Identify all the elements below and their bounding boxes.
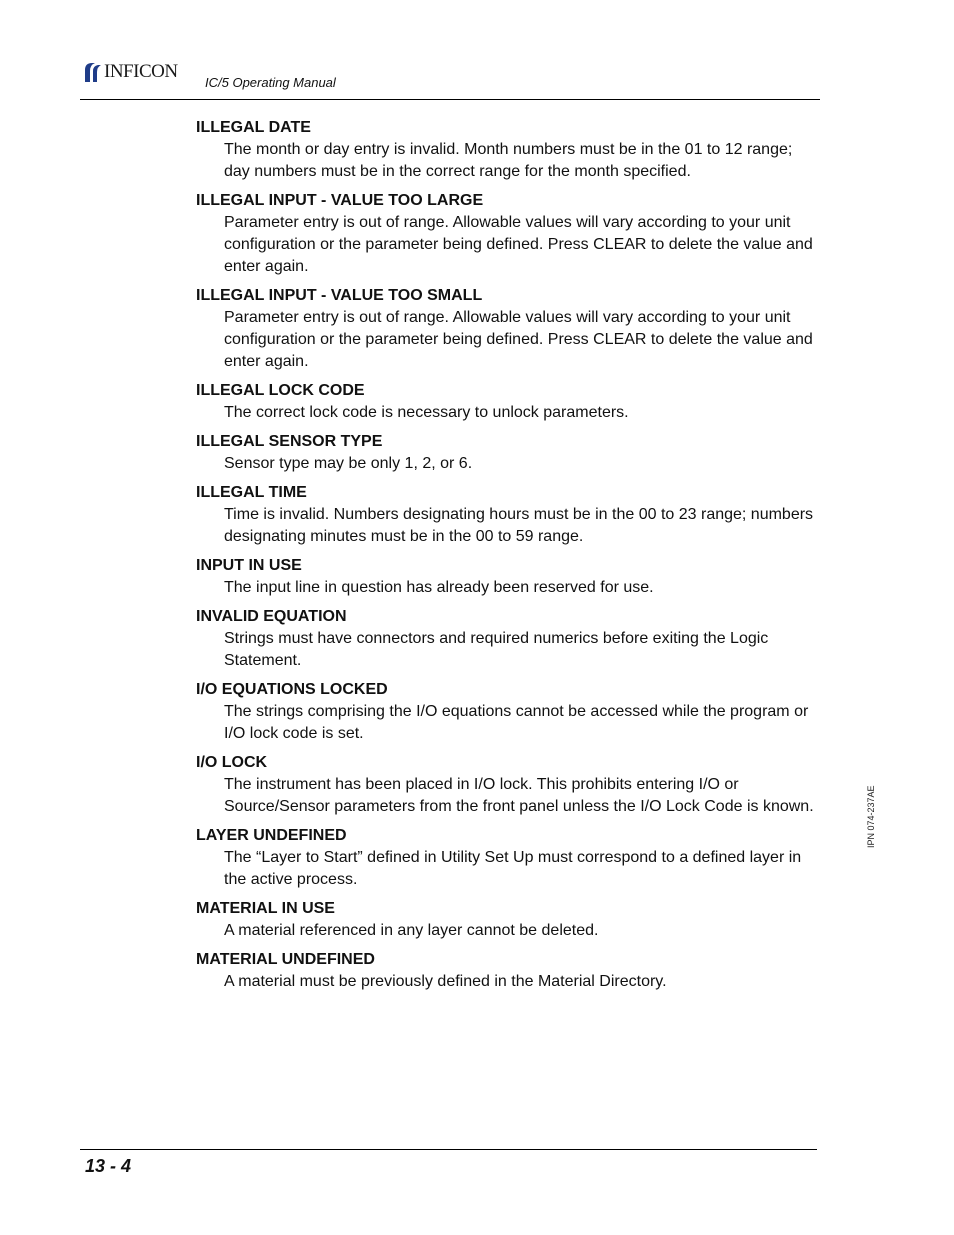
entry-title: ILLEGAL TIME <box>196 484 307 501</box>
entry-illegal-input-too-small <box>196 285 816 373</box>
entry-title: MATERIAL IN USE <box>196 900 335 917</box>
entry-body: The instrument has been placed in I/O lock. This prohibits entering I/O or Source/Sensor parameters from the front panel unless the I/O Lock Code is known. <box>224 776 814 815</box>
entry-io-lock <box>196 752 816 818</box>
entry-body: Time is invalid. Numbers designating hours must be in the 00 to 23 range; numbers designating minutes must be in the 00 to 59 range. <box>224 506 814 545</box>
message-list <box>196 117 816 1000</box>
entry-body: The “Layer to Start” defined in Utility Set Up must correspond to a defined layer in the active process. <box>224 849 802 888</box>
entry-body: The correct lock code is necessary to unlock parameters. <box>224 404 629 421</box>
entry-body: Parameter entry is out of range. Allowable values will vary according to your unit configuration or the parameter being defined. Press CLEAR to delete the value and enter again. <box>224 214 813 275</box>
inficon-logo <box>82 60 178 84</box>
entry-body: Strings must have connectors and required numerics before exiting the Logic Statement. <box>224 630 769 669</box>
entry-material-in-use <box>196 898 816 942</box>
entry-body: The input line in question has already been reserved for use. <box>224 579 654 596</box>
entry-body: The month or day entry is invalid. Month numbers must be in the 01 to 12 range; day numbers must be in the correct range for the month specified. <box>224 141 793 180</box>
entry-body: The strings comprising the I/O equations cannot be accessed while the program or I/O lock code is set. <box>224 703 809 742</box>
entry-layer-undefined <box>196 825 816 891</box>
entry-illegal-time <box>196 482 816 548</box>
entry-material-undefined <box>196 949 816 993</box>
entry-input-in-use <box>196 555 816 599</box>
entry-title: I/O LOCK <box>196 754 268 771</box>
logo-text: INFICON <box>104 61 178 82</box>
footer-rule <box>80 1149 817 1150</box>
entry-title: I/O EQUATIONS LOCKED <box>196 681 388 698</box>
entry-title: ILLEGAL INPUT - VALUE TOO LARGE <box>196 192 484 209</box>
entry-illegal-input-too-large <box>196 190 816 278</box>
entry-title: ILLEGAL LOCK CODE <box>196 382 365 399</box>
entry-title: LAYER UNDEFINED <box>196 827 347 844</box>
entry-body: Sensor type may be only 1, 2, or 6. <box>224 455 473 472</box>
entry-body: A material referenced in any layer cannot be deleted. <box>224 922 599 939</box>
entry-title: MATERIAL UNDEFINED <box>196 951 375 968</box>
entry-illegal-lock-code <box>196 380 816 424</box>
header-rule <box>80 99 820 100</box>
entry-io-equations-locked <box>196 679 816 745</box>
page-number: 13 - 4 <box>85 1156 132 1176</box>
inficon-logo-icon <box>82 61 102 83</box>
entry-title: ILLEGAL INPUT - VALUE TOO SMALL <box>196 287 483 304</box>
entry-illegal-date <box>196 117 816 183</box>
entry-body: Parameter entry is out of range. Allowable values will vary according to your unit configuration or the parameter being defined. Press CLEAR to delete the value and enter again. <box>224 309 813 370</box>
entry-title: ILLEGAL DATE <box>196 119 311 136</box>
entry-body: A material must be previously defined in the Material Directory. <box>224 973 667 990</box>
entry-invalid-equation <box>196 606 816 672</box>
document-code: IPN 074-237AE <box>866 785 876 848</box>
entry-title: INPUT IN USE <box>196 557 302 574</box>
entry-title: INVALID EQUATION <box>196 608 347 625</box>
entry-title: ILLEGAL SENSOR TYPE <box>196 433 383 450</box>
manual-title: IC/5 Operating Manual <box>205 75 336 90</box>
entry-illegal-sensor-type <box>196 431 816 475</box>
